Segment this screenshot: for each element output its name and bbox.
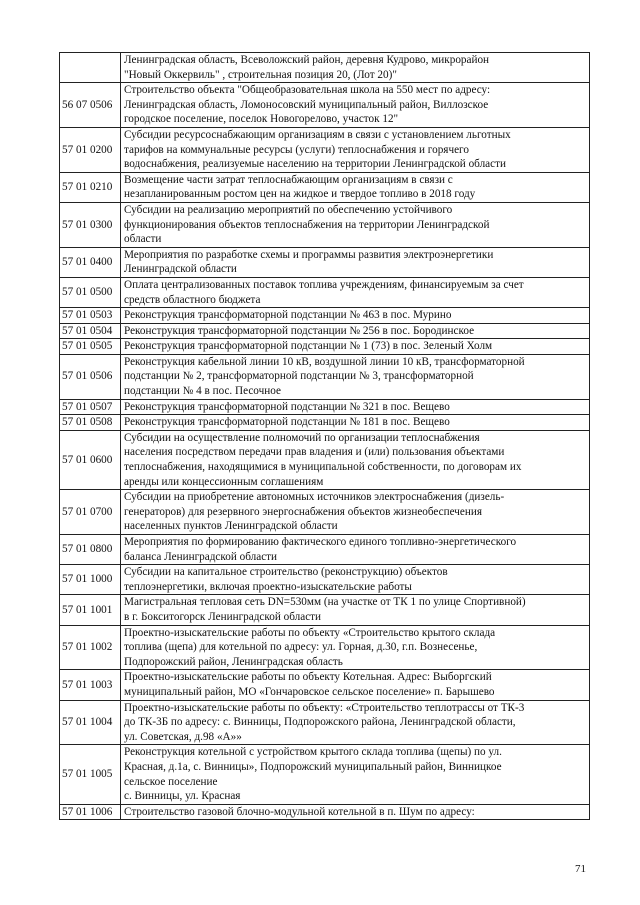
description-line: тарифов на коммунальные ресурсы (услуги) теплоснабжения и горячего <box>124 143 469 156</box>
description-line: Ленинградская область, Всеволожский район, деревня Кудрово, микрорайон <box>124 54 490 66</box>
budget-code-cell: 57 01 0600 <box>60 430 121 489</box>
description-line: средств областного бюджета <box>124 293 261 306</box>
description-cell <box>121 323 590 339</box>
description-line: Подпорожский район, Ленинградская область <box>124 655 343 668</box>
table-row <box>60 670 590 700</box>
budget-code-cell: 57 01 0508 <box>60 415 121 431</box>
description-line: теплоснабжения, находящимися в муниципальной собственности, по договорам их <box>124 461 522 474</box>
description-line: Субсидии на приобретение автономных источников электроснабжения (дизель- <box>124 491 505 504</box>
table-row <box>60 339 590 355</box>
description-line: Субсидии на реализацию мероприятий по обеспечению устойчивого <box>124 203 453 216</box>
description-line: с. Винницы, ул. Красная <box>124 790 241 803</box>
budget-code-cell: 57 01 0507 <box>60 399 121 415</box>
description-line: Красная, д.1а, с. Винницы», Подпорожский муниципальный район, Винницкое <box>124 760 502 773</box>
description-line: области <box>124 233 162 246</box>
budget-code-cell: 57 01 0300 <box>60 202 121 247</box>
description-line: баланса Ленинградской области <box>124 550 278 563</box>
page-number: 71 <box>575 863 586 875</box>
description-cell <box>121 745 590 804</box>
description-cell <box>121 127 590 172</box>
description-line: Субсидии ресурсоснабжающим организациям в связи с установлением льготных <box>124 128 511 141</box>
description-line: населенных пунктов Ленинградской области <box>124 520 338 533</box>
description-line: Субсидии на капитальное строительство (реконструкцию) объектов <box>124 566 448 579</box>
description-line: населения посредством передачи прав владения и (или) пользования объектами <box>124 446 505 459</box>
description-line: сельское поселение <box>124 775 218 788</box>
table-row <box>60 247 590 277</box>
description-cell <box>121 277 590 307</box>
table-row <box>60 745 590 804</box>
description-cell <box>121 83 590 128</box>
description-line: муниципальный район, МО «Гончаровское сельское поселение» п. Барышево <box>124 685 495 698</box>
table-row <box>60 277 590 307</box>
description-line: Реконструкция трансформаторной подстанции № 463 в пос. Мурино <box>124 309 452 322</box>
description-line: Реконструкция трансформаторной подстанции № 181 в пос. Вещево <box>124 416 450 429</box>
description-cell <box>121 339 590 355</box>
description-cell <box>121 53 590 83</box>
budget-code-cell: 57 01 0506 <box>60 354 121 399</box>
description-line: Мероприятия по формированию фактического единого топливно-энергетического <box>124 536 517 548</box>
budget-code-cell: 57 01 0505 <box>60 339 121 355</box>
budget-code-cell: 57 01 1005 <box>60 745 121 804</box>
description-line: Магистральная тепловая сеть DN=530мм (на участке от ТК 1 по улице Спортивной) <box>124 596 526 609</box>
description-line: Реконструкция котельной с устройством крытого склада топлива (щепы) по ул. <box>124 746 502 759</box>
description-line: Субсидии на осуществление полномочий по организации теплоснабжения <box>124 431 480 444</box>
budget-code-cell: 57 01 0700 <box>60 490 121 535</box>
description-cell <box>121 399 590 415</box>
description-line: "Новый Оккервиль" , строительная позиция 20, (Лот 20)" <box>124 68 397 81</box>
table-row <box>60 323 590 339</box>
table-row <box>60 565 590 595</box>
description-cell <box>121 490 590 535</box>
table-row <box>60 625 590 670</box>
description-line: топлива (щепа) для котельной по адресу: ул. Горная, д.30, г.п. Вознесенье, <box>124 641 478 654</box>
table-row <box>60 308 590 324</box>
description-cell <box>121 625 590 670</box>
table-row <box>60 700 590 745</box>
description-line: подстанции № 2, трансформаторной подстанции № 3, трансформаторной <box>124 370 474 383</box>
description-line: Оплата централизованных поставок топлива учреждениям, финансируемым за счет <box>124 278 524 291</box>
description-line: подстанции № 4 в пос. Песочное <box>124 385 281 398</box>
description-line: Реконструкция кабельной линии 10 кВ, воздушной линии 10 кВ, трансформаторной <box>124 355 525 368</box>
description-line: Реконструкция трансформаторной подстанции № 256 в пос. Бородинское <box>124 324 475 337</box>
description-line: водоснабжения, реализуемые населению на территории Ленинградской области <box>124 158 506 171</box>
budget-code-cell: 57 01 0210 <box>60 172 121 202</box>
description-line: Строительство газовой блочно-модульной котельной в п. Шум по адресу: <box>124 805 475 818</box>
table-row <box>60 804 590 820</box>
budget-code-cell: 57 01 1001 <box>60 595 121 625</box>
description-line: городское поселение, поселок Новогорелово, участок 12" <box>124 113 399 126</box>
budget-code-cell: 57 01 0503 <box>60 308 121 324</box>
table-row <box>60 202 590 247</box>
description-cell <box>121 247 590 277</box>
budget-code-cell <box>60 53 121 83</box>
table-row <box>60 430 590 489</box>
budget-code-cell: 57 01 0500 <box>60 277 121 307</box>
description-line: Проектно-изыскательские работы по объекту Котельная. Адрес: Выборгский <box>124 671 492 684</box>
description-cell <box>121 595 590 625</box>
table-row <box>60 595 590 625</box>
table-body <box>60 53 590 820</box>
description-cell <box>121 172 590 202</box>
description-line: функционирования объектов теплоснабжения на территории Ленинградской <box>124 218 490 231</box>
description-line: незапланированным ростом цен на жидкое и твердое топливо в 2018 году <box>124 188 476 201</box>
table-row <box>60 53 590 83</box>
description-line: Возмещение части затрат теплоснабжающим организациям в связи с <box>124 173 453 186</box>
budget-code-cell: 56 07 0506 <box>60 83 121 128</box>
budget-code-cell: 57 01 0200 <box>60 127 121 172</box>
description-cell <box>121 535 590 565</box>
description-line: аренды или концессионным соглашениям <box>124 475 324 488</box>
description-line: в г. Бокситогорск Ленинградской области <box>124 610 322 623</box>
description-cell <box>121 565 590 595</box>
description-line: до ТК-3Б по адресу: с. Винницы, Подпорожского района, Ленинградской области, <box>124 716 516 729</box>
description-cell <box>121 670 590 700</box>
description-cell <box>121 354 590 399</box>
description-line: Строительство объекта "Общеобразовательная школа на 550 мест по адресу: <box>124 84 491 97</box>
budget-code-cell: 57 01 0800 <box>60 535 121 565</box>
budget-code-cell: 57 01 1002 <box>60 625 121 670</box>
description-cell <box>121 415 590 431</box>
budget-code-cell: 57 01 0504 <box>60 323 121 339</box>
description-line: Ленинградская область, Ломоносовский муниципальный район, Виллозское <box>124 98 489 111</box>
description-cell <box>121 430 590 489</box>
table-row <box>60 172 590 202</box>
table-row <box>60 490 590 535</box>
table-row <box>60 399 590 415</box>
description-line: генераторов) для резервного энергоснабжения объектов жизнеобеспечения <box>124 505 483 518</box>
description-line: Ленинградской области <box>124 263 237 276</box>
table-row <box>60 127 590 172</box>
description-line: Проектно-изыскательские работы по объекту: «Строительство теплотрассы от ТК-3 <box>124 701 525 714</box>
description-cell <box>121 804 590 820</box>
table-row <box>60 83 590 128</box>
description-line: теплоэнергетики, включая проектно-изыскательские работы <box>124 580 412 593</box>
budget-code-cell: 57 01 0400 <box>60 247 121 277</box>
table-row <box>60 354 590 399</box>
table-row <box>60 535 590 565</box>
description-line: Реконструкция трансформаторной подстанции № 1 (73) в пос. Зеленый Холм <box>124 340 493 353</box>
budget-code-cell: 57 01 1004 <box>60 700 121 745</box>
description-line: Реконструкция трансформаторной подстанции № 321 в пос. Вещево <box>124 400 450 413</box>
description-line: Проектно-изыскательские работы по объекту «Строительство крытого склада <box>124 626 496 639</box>
budget-code-cell: 57 01 1003 <box>60 670 121 700</box>
description-line: Мероприятия по разработке схемы и программы развития электроэнергетики <box>124 248 494 261</box>
description-line: ул. Советская, д.98 «А»» <box>124 730 242 743</box>
description-cell <box>121 700 590 745</box>
description-cell <box>121 202 590 247</box>
budget-code-cell: 57 01 1006 <box>60 804 121 820</box>
table-row <box>60 415 590 431</box>
description-cell <box>121 308 590 324</box>
budget-code-cell: 57 01 1000 <box>60 565 121 595</box>
budget-code-table <box>59 52 590 820</box>
